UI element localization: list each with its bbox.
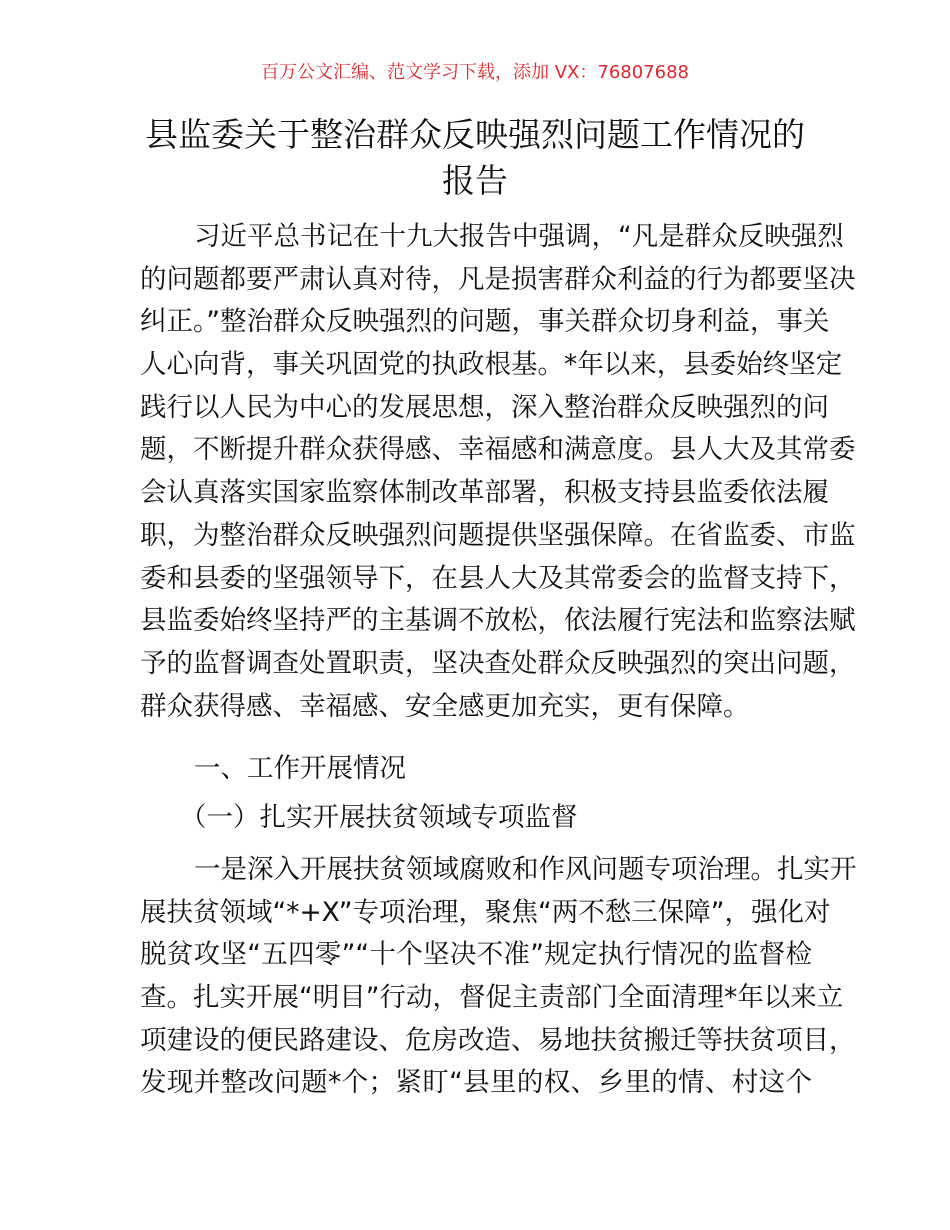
text-line: 群众获得感、幸福感、安全感更加充实，更有保障。 — [140, 690, 750, 722]
text-line: 人心向背，事关巩固党的执政根基。*年以来，县委始终坚定 — [140, 349, 843, 381]
text-line: 会认真落实国家监察体制改革部署，积极支持县监委依法履 — [140, 477, 829, 509]
section-paragraph — [140, 849, 857, 1105]
subsection-heading — [140, 797, 812, 840]
text-line: 纠正。”整治群众反映强烈的问题，事关群众切身利益，事关 — [140, 306, 830, 338]
text-line: 发现并整改问题*个；紧盯“县里的权、乡里的情、村这个 — [140, 1067, 812, 1099]
document-title — [120, 112, 830, 204]
text-line: 查。扎实开展“明目”行动，督促主责部门全面清理*年以来立 — [140, 982, 844, 1014]
text-line: 脱贫攻坚“五四零”“十个坚决不准”规定执行情况的监督检 — [140, 939, 812, 971]
text-line: 践行以人民为中心的发展思想，深入整治群众反映强烈的问 — [140, 391, 829, 423]
text-line: 县监委始终坚持严的主基调不放松，依法履行宪法和监察法赋 — [140, 605, 856, 637]
text-line: 一是深入开展扶贫领域腐败和作风问题专项治理。扎实开 — [194, 854, 857, 885]
text-line: 的问题都要严肃认真对待，凡是损害群众利益的行为都要坚决 — [140, 263, 856, 295]
text-line: 职，为整治群众反映强烈问题提供坚强保障。在省监委、市监 — [140, 519, 856, 551]
text-line: 习近平总书记在十九大报告中强调，“凡是群众反映强烈 — [194, 221, 844, 252]
title-line: 报告 — [442, 161, 508, 200]
watermark-banner: 百万公文汇编、范文学习下载，添加 VX：76807688 — [261, 62, 689, 83]
section-heading — [140, 748, 812, 791]
intro-paragraph — [140, 216, 856, 728]
text-line: 委和县委的坚强领导下，在县人大及其常委会的监督支持下， — [140, 562, 856, 594]
text-line: 项建设的便民路建设、危房改造、易地扶贫搬迁等扶贫项目， — [140, 1024, 856, 1056]
text-line: 予的监督调查处置职责，坚决查处群众反映强烈的突出问题， — [140, 647, 856, 679]
text-line: 展扶贫领域“*+X”专项治理，聚焦“两不愁三保障”，强化对 — [140, 896, 831, 928]
title-line: 县监委关于整治群众反映强烈问题工作情况的 — [145, 115, 805, 154]
text-line: 题，不断提升群众获得感、幸福感和满意度。县人大及其常委 — [140, 434, 856, 466]
heading-text: （一）扎实开展扶贫领域专项监督 — [180, 802, 578, 833]
heading-text: 一、工作开展情况 — [194, 753, 406, 784]
